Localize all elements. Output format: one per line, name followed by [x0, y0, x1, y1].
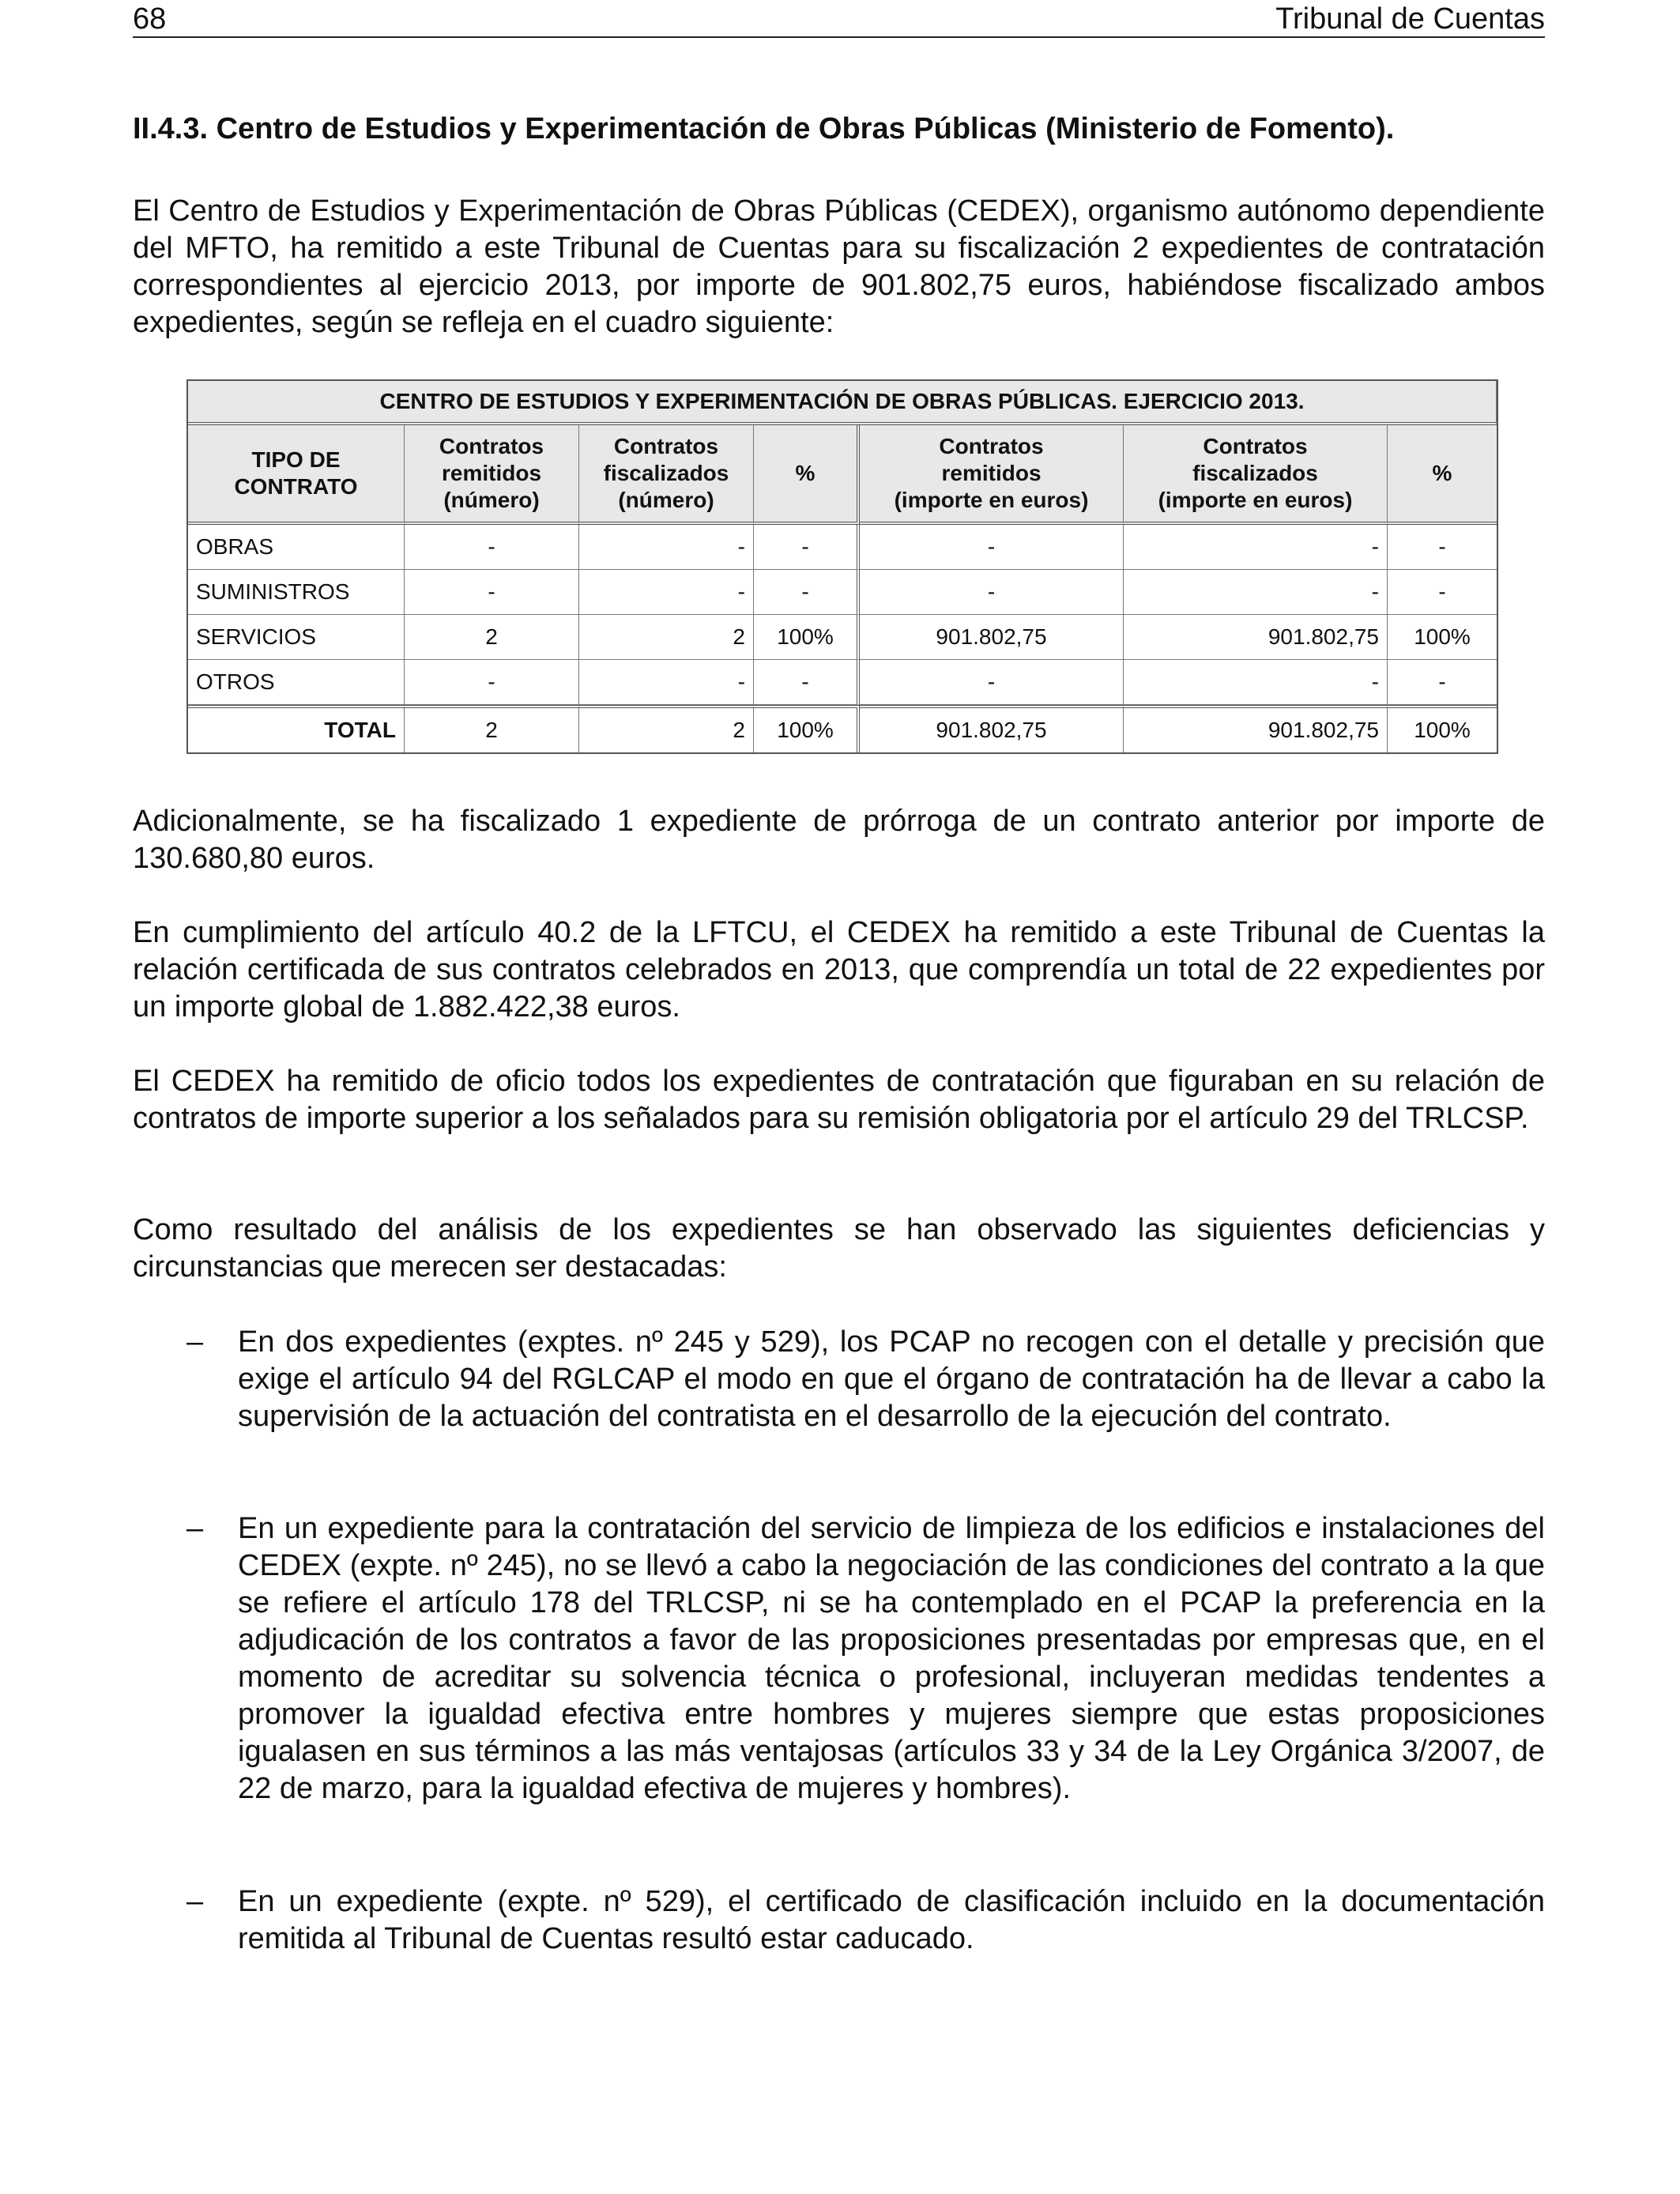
cell-remitidos-numero: - [405, 570, 579, 615]
cell-total-remitidos-importe: 901.802,75 [860, 705, 1124, 752]
bullet-dash: – [186, 1325, 204, 1359]
bullet-text: En un expediente (expte. nº 529), el certificado de clasificación incluido en la documentación remitida al Tribunal de Cuentas resultó estar caducado. [238, 1885, 1545, 1955]
bullet-dash: – [186, 1512, 204, 1545]
cell-percent-numero: - [754, 570, 860, 615]
col-header-remitidos-numero: Contratos remitidos (número) [405, 425, 579, 525]
cell-remitidos-numero: - [405, 660, 579, 705]
table-header-row [188, 425, 1497, 525]
cell-remitidos-numero: - [405, 525, 579, 570]
bullet-item [133, 1510, 1545, 1808]
section-heading: II.4.3. Centro de Estudios y Experimentación de Obras Públicas (Ministerio de Fomento). [133, 112, 1395, 145]
page-number: 68 [133, 2, 167, 36]
cell-total-fiscalizados-numero: 2 [579, 705, 754, 752]
table-row-obras [188, 525, 1497, 570]
paragraph-ex-officio: El CEDEX ha remitido de oficio todos los expedientes de contratación que figuraban en su relación de contratos de importe superior a los señalados para su remisión obligatoria por el artículo 29 del TRLCSP. [133, 1065, 1545, 1135]
cell-percent-importe: - [1388, 660, 1497, 705]
cell-fiscalizados-importe: - [1124, 525, 1388, 570]
cell-fiscalizados-importe: - [1124, 570, 1388, 615]
cell-remitidos-importe: - [860, 525, 1124, 570]
table-row-servicios [188, 615, 1497, 660]
cell-fiscalizados-numero: - [579, 525, 754, 570]
cell-tipo: SERVICIOS [188, 615, 405, 660]
bullet-text: En dos expedientes (exptes. nº 245 y 529), los PCAP no recogen con el detalle y precisión que exige el artículo 94 del RGLCAP el modo en que el órgano de contratación ha de llevar a cabo la supervisión de la actuación del contratista en el desarrollo de la ejecución del contrato. [238, 1325, 1545, 1433]
cell-total-remitidos-numero: 2 [405, 705, 579, 752]
table-row-suministros [188, 570, 1497, 615]
bullet-item [133, 1883, 1545, 1958]
cell-fiscalizados-importe: 901.802,75 [1124, 615, 1388, 660]
cell-total-fiscalizados-importe: 901.802,75 [1124, 705, 1388, 752]
cell-remitidos-numero: 2 [405, 615, 579, 660]
col-header-percent-numero: % [754, 425, 860, 525]
paragraph-compliance: En cumplimiento del artículo 40.2 de la LFTCU, el CEDEX ha remitido a este Tribunal de Cuentas la relación certificada de sus contratos celebrados en 2013, que comprendía un total de 22 expedientes por un importe global de 1.882.422,38 euros. [133, 916, 1545, 1023]
cell-remitidos-importe: 901.802,75 [860, 615, 1124, 660]
cell-total-label: TOTAL [188, 705, 405, 752]
cell-fiscalizados-importe: - [1124, 660, 1388, 705]
cell-total-percent-numero: 100% [754, 705, 860, 752]
bullet-dash: – [186, 1885, 204, 1918]
col-header-remitidos-importe: Contratos remitidos (importe en euros) [860, 425, 1124, 525]
table-row-total [188, 705, 1497, 752]
table-row-otros [188, 660, 1497, 705]
col-header-percent-importe: % [1388, 425, 1497, 525]
running-title: Tribunal de Cuentas [1275, 2, 1545, 36]
paragraph-intro: El Centro de Estudios y Experimentación de Obras Públicas (CEDEX), organismo autónomo dependiente del MFTO, ha remitido a este Tribunal de Cuentas para su fiscalización 2 expedientes de contratación correspondientes al ejercicio 2013, por importe de 901.802,75 euros, habiéndose fiscalizado ambos expedientes, según se refleja en el cuadro siguiente: [133, 194, 1545, 339]
cell-fiscalizados-numero: - [579, 660, 754, 705]
cell-remitidos-importe: - [860, 660, 1124, 705]
bullet-item [133, 1324, 1545, 1435]
contracts-table [186, 379, 1498, 754]
cell-percent-numero: - [754, 660, 860, 705]
contracts-table-container [186, 379, 1498, 754]
col-header-fiscalizados-numero: Contratos fiscalizados (número) [579, 425, 754, 525]
cell-tipo: OBRAS [188, 525, 405, 570]
cell-percent-numero: - [754, 525, 860, 570]
col-header-tipo: TIPO DE CONTRATO [188, 425, 405, 525]
cell-percent-importe: - [1388, 525, 1497, 570]
cell-percent-importe: 100% [1388, 615, 1497, 660]
cell-fiscalizados-numero: - [579, 570, 754, 615]
cell-percent-importe: - [1388, 570, 1497, 615]
cell-total-percent-importe: 100% [1388, 705, 1497, 752]
cell-percent-numero: 100% [754, 615, 860, 660]
cell-fiscalizados-numero: 2 [579, 615, 754, 660]
paragraph-results-intro: Como resultado del análisis de los expedientes se han observado las siguientes deficiencias y circunstancias que merecen ser destacadas: [133, 1213, 1545, 1284]
cell-tipo: SUMINISTROS [188, 570, 405, 615]
cell-remitidos-importe: - [860, 570, 1124, 615]
running-header [133, 2, 1545, 38]
bullet-text: En un expediente para la contratación del servicio de limpieza de los edificios e instalaciones del CEDEX (expte. nº 245), no se llevó a cabo la negociación de las condiciones del contrato a la que se refiere el artículo 178 del TRLCSP, ni se ha contemplado en el PCAP la preferencia en la adjudicación de los contratos a favor de las proposiciones presentadas por empresas que, en el momento de acreditar su solvencia técnica o profesional, incluyeran medidas tendentes a promover la igualdad efectiva entre hombres y mujeres siempre que estas proposiciones igualasen en sus términos a las más ventajosas (artículos 33 y 34 de la Ley Orgánica 3/2007, de 22 de marzo, para la igualdad efectiva de mujeres y hombres). [238, 1512, 1545, 1805]
paragraph-additional: Adicionalmente, se ha fiscalizado 1 expediente de prórroga de un contrato anterior por importe de 130.680,80 euros. [133, 805, 1545, 875]
table-title: CENTRO DE ESTUDIOS Y EXPERIMENTACIÓN DE OBRAS PÚBLICAS. EJERCICIO 2013. [188, 381, 1497, 425]
cell-tipo: OTROS [188, 660, 405, 705]
col-header-fiscalizados-importe: Contratos fiscalizados (importe en euros) [1124, 425, 1388, 525]
